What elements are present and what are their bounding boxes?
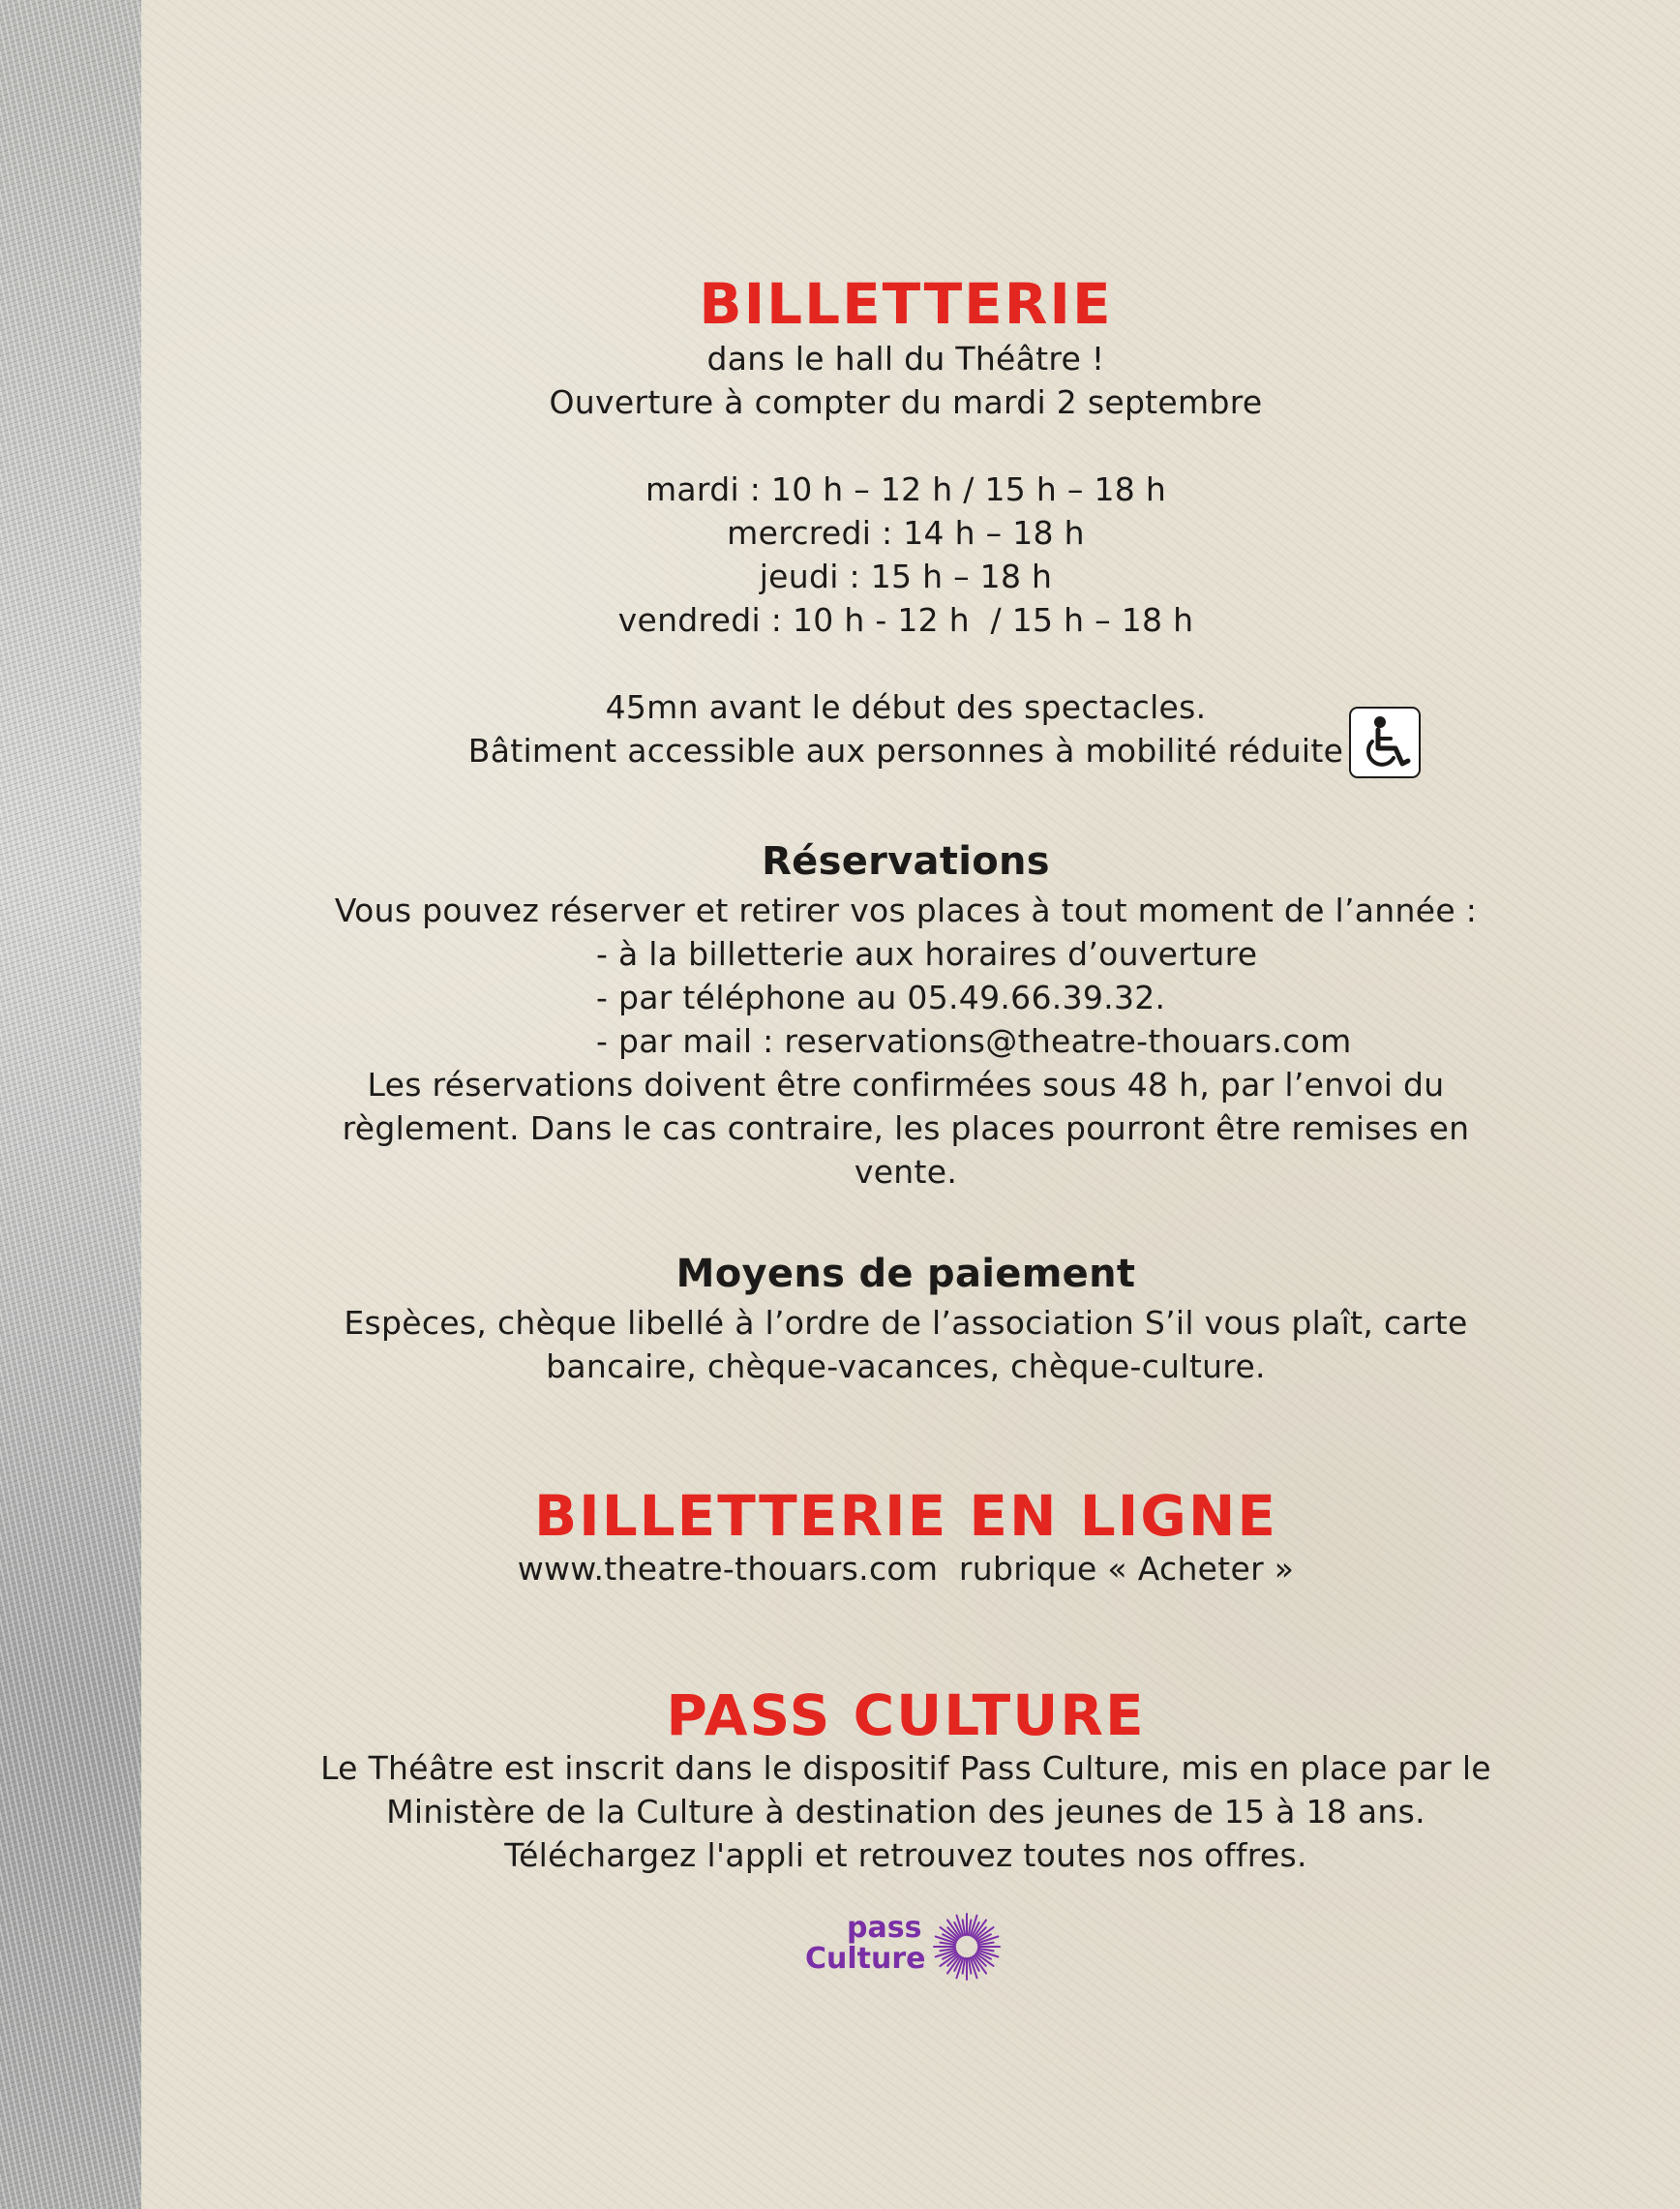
pass-culture-text: Téléchargez l'appli et retrouvez toutes nos offres.: [504, 1836, 1307, 1874]
pass-culture-title: PASS CULTURE: [666, 1682, 1146, 1748]
pass-culture-logo: [803, 1909, 1006, 1982]
paiement-title: Moyens de paiement: [675, 1252, 1136, 1296]
reservation-option: - à la billetterie aux horaires d’ouverture: [596, 935, 1258, 973]
pass-culture-text: Le Théâtre est inscrit dans le dispositif Pass Culture, mis en place par le: [320, 1749, 1491, 1787]
decorative-side-strip: [0, 0, 141, 2209]
reservation-option: - par mail : reservations@theatre-thouars.com: [596, 1022, 1352, 1060]
pass-culture-logo-word: Culture: [805, 1942, 926, 1976]
page-content: [141, 0, 1680, 2209]
paiement-text: Espèces, chèque libellé à l’ordre de l’association S’il vous plaît, carte: [344, 1304, 1468, 1342]
paiement-text: bancaire, chèque-vacances, chèque-culture.: [546, 1347, 1266, 1385]
reservations-title: Réservations: [762, 839, 1050, 884]
reservations-note: vente.: [854, 1153, 958, 1191]
hours-line: mardi : 10 h – 12 h / 15 h – 18 h: [645, 470, 1167, 508]
reservations-note: Les réservations doivent être confirmées sous 48 h, par l’envoi du: [367, 1066, 1445, 1104]
accessibility-text: Bâtiment accessible aux personnes à mobilité réduite: [467, 732, 1344, 770]
en-ligne-text: www.theatre-thouars.com rubrique « Acheter »: [517, 1550, 1295, 1588]
reservations-note: règlement. Dans le cas contraire, les places pourront être remises en: [342, 1109, 1470, 1147]
wheelchair-icon: [1349, 707, 1421, 778]
hours-line: mercredi : 14 h – 18 h: [727, 514, 1085, 552]
reservation-option: - par téléphone au 05.49.66.39.32.: [596, 979, 1166, 1016]
before-shows-text: 45mn avant le début des spectacles.: [605, 688, 1207, 726]
hours-line: jeudi : 15 h – 18 h: [759, 558, 1053, 595]
billetterie-title: BILLETTERIE: [699, 271, 1113, 337]
billetterie-location: dans le hall du Théâtre !: [706, 340, 1105, 378]
hours-line: vendredi : 10 h - 12 h / 15 h – 18 h: [617, 601, 1194, 639]
en-ligne-title: BILLETTERIE EN LIGNE: [533, 1483, 1278, 1549]
billetterie-opening: Ouverture à compter du mardi 2 septembre: [549, 383, 1263, 421]
pass-culture-text: Ministère de la Culture à destination des jeunes de 15 à 18 ans.: [386, 1793, 1425, 1831]
pass-culture-logo-word: pass: [847, 1911, 922, 1945]
sunburst-icon: [931, 1911, 1003, 1982]
reservations-intro: Vous pouvez réserver et retirer vos places à tout moment de l’année :: [334, 892, 1478, 929]
